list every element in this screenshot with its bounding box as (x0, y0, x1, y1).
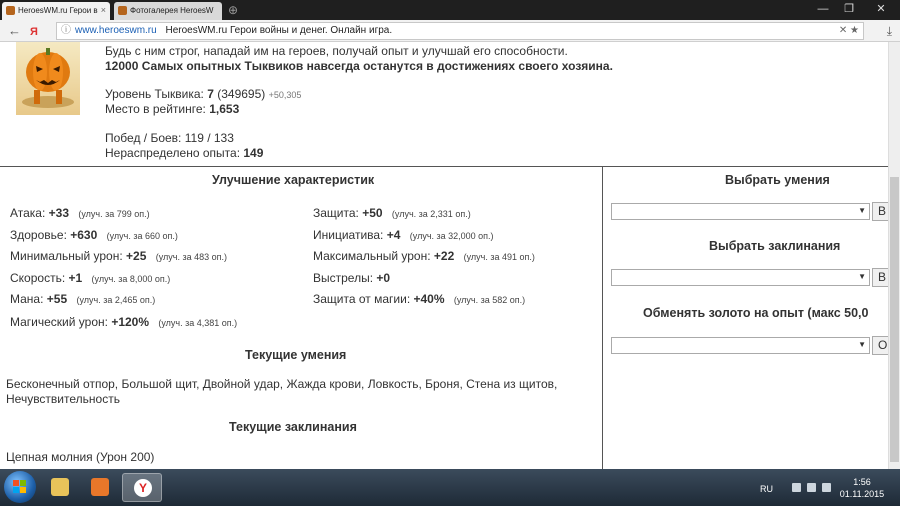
taskbar-yandex-browser[interactable] (122, 473, 162, 502)
chevron-down-icon: ▼ (858, 206, 866, 215)
page-content (0, 42, 888, 469)
stat-value: +33 (48, 206, 69, 220)
chevron-down-icon: ▼ (858, 272, 866, 281)
actions-panel (604, 167, 888, 469)
yandex-logo-icon[interactable]: Я (30, 26, 38, 38)
stat-value: +25 (126, 249, 147, 263)
level-value: 7 (207, 87, 214, 101)
new-tab-icon[interactable]: ⊕ (228, 3, 239, 17)
tab-photogallery[interactable] (114, 2, 222, 20)
unspent-value: 149 (243, 146, 264, 160)
stat-label: Защита: (313, 206, 359, 220)
stat-value: +1 (68, 271, 83, 285)
taskbar-clock[interactable] (832, 476, 892, 500)
stat-label: Максимальный урон: (313, 249, 431, 263)
stat-magic-damage (10, 315, 237, 329)
taskbar-explorer[interactable] (40, 473, 80, 502)
stat-upgrade-link[interactable]: (улуч. за 799 оп.) (78, 209, 150, 219)
level-label: Уровень Тыквика: (105, 87, 204, 101)
url-domain: www.heroeswm.ru (75, 25, 157, 36)
windows-taskbar (0, 469, 900, 506)
stat-value: +22 (433, 249, 455, 263)
stat-value: +630 (70, 228, 98, 242)
stat-upgrade-link[interactable]: (улуч. за 2,331 оп.) (391, 209, 471, 219)
pet-description: Будь с ним строг, нападай им на героев, получай опыт и улучшай его способности. (105, 44, 568, 58)
pumpkin-avatar (16, 42, 80, 115)
tab-close-icon[interactable]: × (100, 5, 106, 15)
stat-defense (313, 206, 471, 220)
stat-mana (10, 292, 155, 306)
stat-shots (313, 271, 390, 285)
wins-label: Побед / Боев: (105, 131, 182, 145)
window-controls (810, 0, 900, 20)
clock-date: 01.11.2015 (839, 489, 885, 499)
choose-skill-button[interactable]: В (872, 202, 888, 221)
wins-value: 119 / 133 (184, 131, 234, 145)
yandex-browser-icon: Y (134, 479, 152, 497)
upgrade-panel (0, 167, 603, 469)
stat-value: +50 (362, 206, 383, 220)
exchange-button[interactable]: О (872, 336, 888, 355)
exchange-select[interactable] (611, 337, 870, 354)
stat-speed (10, 271, 170, 285)
stat-upgrade-link[interactable]: (улуч. за 483 оп.) (155, 252, 227, 262)
level-exp: (349695) (217, 87, 266, 101)
tab-label: HeroesWM.ru Герои в (18, 6, 98, 15)
pumpkin-icon (16, 42, 80, 115)
folder-icon (51, 478, 69, 496)
maximize-button[interactable]: ❐ (844, 3, 854, 15)
spells-list: Цепная молния (Урон 200) (6, 450, 155, 464)
rating-label: Место в рейтинге: (105, 102, 206, 116)
spells-select[interactable] (611, 269, 870, 286)
skills-list: Бесконечный отпор, Большой щит, Двойной удар, Жажда крови, Ловкость, Броня, Стена из щитов, Нечувствительность (6, 377, 558, 406)
bookmark-star-icon[interactable]: ✕ ★ (838, 25, 859, 36)
stat-value: +0 (376, 271, 391, 285)
page-info-icon[interactable]: ⓘ (61, 25, 71, 36)
level-delta: +50,305 (268, 90, 302, 100)
stat-upgrade-link[interactable]: (улуч. за 491 оп.) (463, 252, 535, 262)
stat-max-damage (313, 249, 535, 263)
url-page-title: HeroesWM.ru Герои войны и денег. Онлайн игра. (165, 25, 393, 36)
stat-label: Минимальный урон: (10, 249, 123, 263)
windows-logo-icon (13, 480, 27, 494)
choose-spells-title: Выбрать заклинания (709, 239, 841, 253)
pet-level-row (105, 87, 301, 101)
tab-label: Фотогалерея HeroesW (130, 6, 214, 15)
stat-label: Выстрелы: (313, 271, 374, 285)
stat-label: Инициатива: (313, 228, 384, 242)
choose-skills-title: Выбрать умения (725, 173, 830, 187)
minimize-button[interactable]: — (817, 3, 829, 15)
start-button[interactable] (4, 471, 36, 503)
close-window-button[interactable]: ✕ (876, 3, 886, 15)
unspent-exp-row (105, 146, 263, 160)
tray-volume-icon[interactable] (822, 483, 831, 492)
stat-value: +120% (111, 315, 150, 329)
site-favicon-icon (118, 6, 127, 15)
skills-select[interactable] (611, 203, 870, 220)
stat-label: Здоровье: (10, 228, 67, 242)
download-icon[interactable]: ⤓ (886, 24, 892, 38)
unspent-label: Нераспределено опыта: (105, 146, 241, 160)
language-indicator[interactable]: RU (760, 484, 773, 494)
chevron-down-icon: ▼ (858, 340, 866, 349)
pet-profile (0, 42, 888, 167)
address-bar (0, 20, 900, 42)
taskbar-media-player[interactable] (80, 473, 120, 502)
tray-network-icon[interactable] (807, 483, 816, 492)
back-arrow-icon[interactable]: ← (8, 23, 21, 38)
stat-label: Скорость: (10, 271, 66, 285)
stat-initiative (313, 228, 494, 242)
stat-upgrade-link[interactable]: (улуч. за 32,000 оп.) (409, 231, 494, 241)
clock-time: 1:56 (853, 477, 871, 487)
tab-heroeswm[interactable] (2, 2, 110, 20)
page-scrollbar[interactable] (888, 42, 900, 469)
stat-upgrade-link[interactable]: (улуч. за 582 оп.) (453, 295, 526, 305)
stat-min-damage (10, 249, 227, 263)
browser-tab-bar (0, 0, 900, 20)
exchange-gold-title: Обменять золото на опыт (макс 50,0 (643, 306, 869, 320)
stat-value: +55 (46, 292, 68, 306)
stat-label: Защита от магии: (313, 292, 411, 306)
stat-value: +40% (413, 292, 445, 306)
stat-upgrade-link[interactable]: (улуч. за 8,000 оп.) (91, 274, 171, 284)
stat-value: +4 (386, 228, 401, 242)
stat-upgrade-link[interactable]: (улуч. за 4,381 оп.) (158, 318, 238, 328)
rating-row (105, 102, 239, 116)
site-favicon-icon (6, 6, 15, 15)
stat-label: Мана: (10, 292, 44, 306)
wins-row (105, 131, 234, 145)
url-field[interactable] (56, 22, 864, 40)
stat-health (10, 228, 178, 242)
rating-value: 1,653 (209, 102, 240, 116)
skills-title: Текущие умения (245, 348, 347, 362)
tray-flag-icon[interactable] (792, 483, 801, 492)
stat-magic-defense (313, 292, 525, 306)
scrollbar-thumb[interactable] (890, 177, 899, 462)
pet-achievement-note: 12000 Самых опытных Тыквиков навсегда останутся в достижениях своего хозяина. (105, 59, 613, 73)
stat-label: Атака: (10, 206, 46, 220)
stat-label: Магический урон: (10, 315, 108, 329)
upgrades-title: Улучшение характеристик (212, 173, 375, 187)
stat-upgrade-link[interactable]: (улуч. за 660 оп.) (106, 231, 178, 241)
stat-attack (10, 206, 150, 220)
media-player-icon (91, 478, 109, 496)
stat-upgrade-link[interactable]: (улуч. за 2,465 оп.) (76, 295, 156, 305)
spells-title: Текущие заклинания (229, 420, 357, 434)
choose-spell-button[interactable]: В (872, 268, 888, 287)
